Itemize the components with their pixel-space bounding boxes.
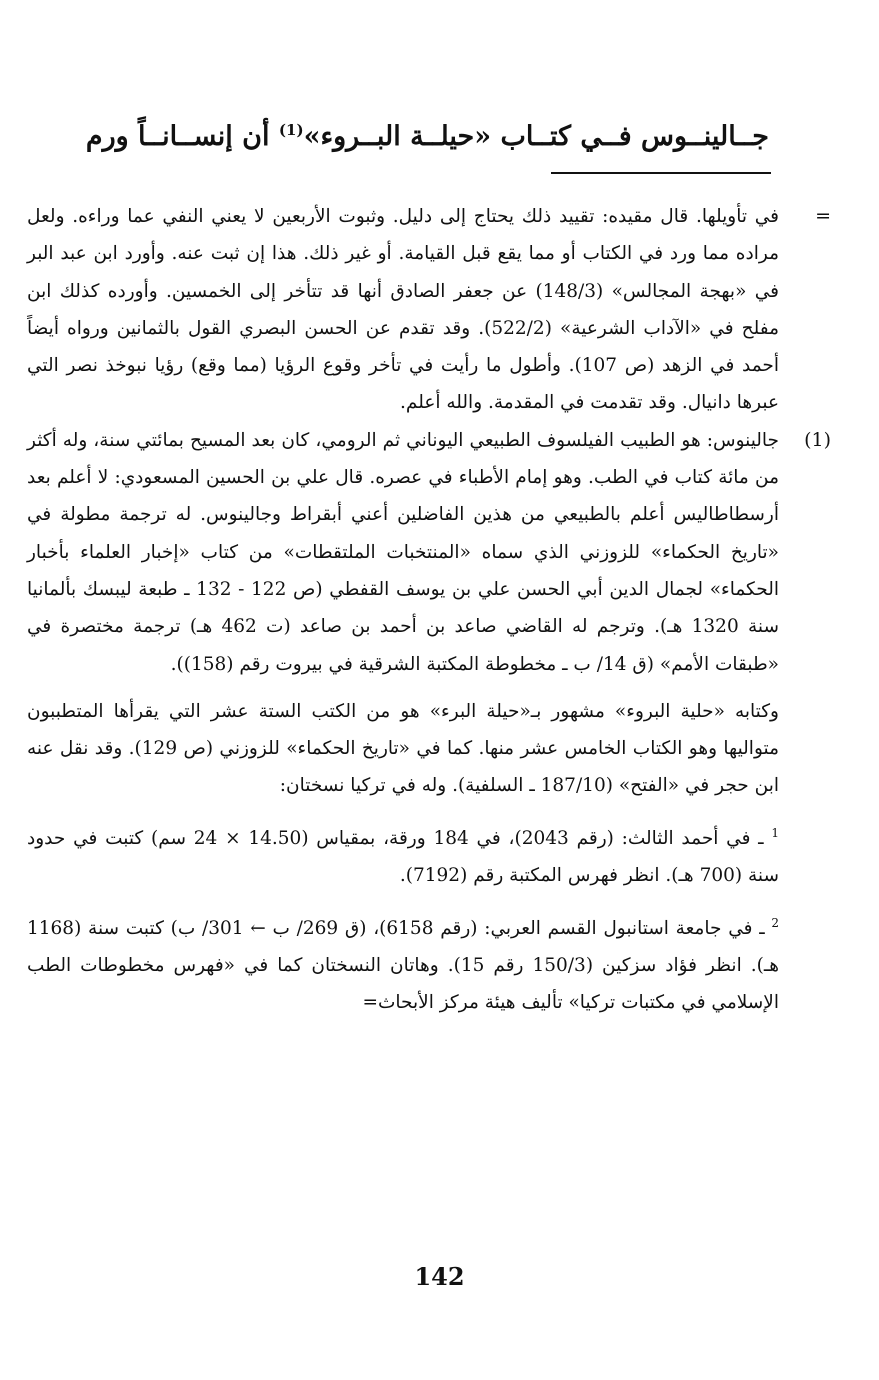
title-text-end: أن إنســانــاً ورم [85, 121, 279, 152]
footnote-separator [551, 172, 771, 174]
page-title [9, 110, 769, 157]
title-text: جــالينــوس فــي كتــاب «حيلــة البــروء» [303, 121, 769, 152]
book-description-text: وكتابه «حلية البروء» مشهور بـ«حيلة البرء» هو من الكتب الستة عشر التي يقرأها المتطببون متواليها وهو الكتاب الخامس عشر منها. كما في «تاريخ الحكماء» للزوزني (ص 129). وقد نقل عنه ابن حجر في «الفتح» (187/10 ـ السلفية). وله في تركيا نسختان: [27, 700, 779, 797]
item-1-text: ـ في أحمد الثالث: (رقم 2043)، في 184 ورقة، بمقياس (14.50 × 24 سم) كتبت في حدود سنة (700 هـ). انظر فهرس المكتبة رقم (7192). [27, 827, 779, 887]
item-2-text: ـ في جامعة استانبول القسم العربي: (رقم 6158)، (ق 269/ ب ← 301/ ب) كتبت سنة (1168 هـ). انظر فؤاد سزكين (150/3 رقم 15). وهاتان النسختان كما في «فهرس مخطوطات الطب الإسلامي في مكتبات تركيا» تأليف هيئة مركز الأبحاث= [27, 917, 779, 1014]
continued-footnote [27, 198, 831, 422]
page-number: 142 [414, 1262, 465, 1291]
item-1-number: 1 [771, 825, 780, 840]
footnote-1 [27, 422, 831, 683]
manuscript-item-2 [27, 905, 779, 1022]
footnote-1-marker: (1) [804, 428, 831, 451]
book-description-paragraph [27, 693, 779, 805]
title-footnote-ref: (1) [278, 121, 304, 139]
item-2-number: 2 [771, 915, 779, 930]
manuscript-item-1 [27, 815, 779, 895]
continued-footnote-text: في تأويلها. قال مقيده: تقييد ذلك يحتاج إلى دليل. وثبوت الأربعين لا يعني النفي عما وراءه. ولعل مراده مما ورد في الكتاب أو مما يقع قبل القيامة. أو غير ذلك. هذا إن ثبت عنه. وأورد ابن عبد البر في «بهجة المجالس» (148/3) عن جعفر الصادق أنها قد تتأخر إلى الخمسين. وأورده كذلك ابن مفلح في «الآداب الشرعية» (522/2). وقد تقدم عن الحسن البصري القول بالثمانين ورواه أيضاً أحمد في الزهد (ص 107). وأطول ما رأيت في تأخر وقوع الرؤيا (مما وقع) رؤيا نبوخذ نصر التي عبرها دانيال. وقد تقدمت في المقدمة. والله أعلم. [27, 206, 779, 414]
footnote-1-text: جالينوس: هو الطبيب الفيلسوف الطبيعي اليوناني ثم الرومي، كان بعد المسيح بمائتي سنة، وله أكثر من مائة كتاب في الطب. وهو إمام الأطباء في عصره. قال علي بن الحسين المسعودي: لا أعلم بعد أرسطاطاليس أعلم بالطبيعي من هذين الفاضلين أعني أبقراط وجالينوس. له ترجمة مطولة في «تاريخ الحكماء» للزوزني الذي سماه «المنتخبات الملتقطات» من كتاب «إخبار العلماء بأخبار الحكماء» لجمال الدين أبي الحسن علي بن يوسف القفطي (ص 122 - 132 ـ طبعة ليبسك بألمانيا سنة 1320 هـ). وترجم له القاضي صاعد بن أحمد بن صاعد (ت 462 هـ) ترجمة مختصرة في «طبقات الأمم» (ق 14/ ب ـ مخطوطة المكتبة الشرقية في بيروت رقم (158)). [27, 429, 779, 675]
footnotes-area [27, 198, 831, 1022]
continuation-marker: = [815, 205, 831, 227]
